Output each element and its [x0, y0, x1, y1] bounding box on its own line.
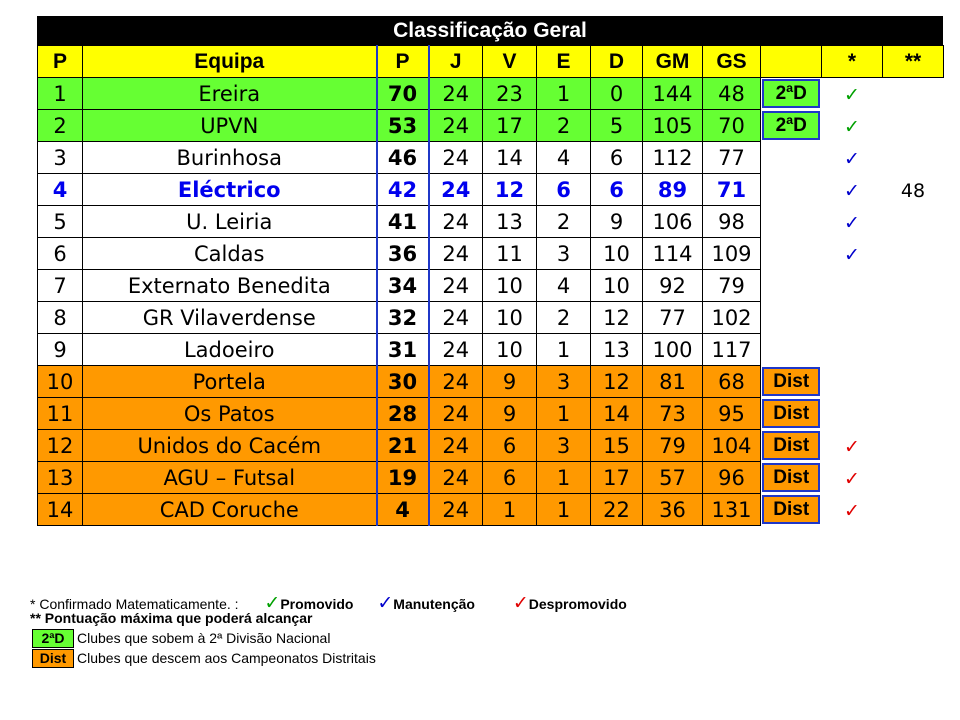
draws-cell: 1	[537, 494, 591, 526]
team-cell: CAD Coruche	[83, 494, 377, 526]
max-points-cell	[883, 462, 944, 494]
confirmed-cell	[822, 462, 883, 494]
max-points-cell	[883, 430, 944, 462]
max-points-cell	[883, 142, 944, 174]
points-cell: 19	[377, 462, 429, 494]
pos-cell: 2	[38, 110, 83, 142]
header-confirmed: *	[822, 46, 883, 78]
pos-cell: 10	[38, 366, 83, 398]
goals-for-cell: 77	[643, 302, 703, 334]
points-cell: 30	[377, 366, 429, 398]
header-goals-for: GM	[643, 46, 703, 78]
team-cell: AGU – Futsal	[83, 462, 377, 494]
check-red-icon: ✓	[512, 592, 529, 614]
losses-cell: 17	[591, 462, 643, 494]
goals-against-cell: 79	[703, 270, 761, 302]
table-row	[38, 78, 944, 110]
losses-cell: 22	[591, 494, 643, 526]
pos-cell: 6	[38, 238, 83, 270]
wins-cell: 11	[483, 238, 537, 270]
draws-cell: 1	[537, 78, 591, 110]
team-cell: UPVN	[83, 110, 377, 142]
draws-cell: 2	[537, 206, 591, 238]
draws-cell: 1	[537, 398, 591, 430]
goals-against-cell: 95	[703, 398, 761, 430]
header-points: P	[377, 46, 429, 78]
goals-for-cell: 100	[643, 334, 703, 366]
played-cell: 24	[429, 334, 483, 366]
goals-for-cell: 89	[643, 174, 703, 206]
check-icon: ✓	[844, 179, 860, 202]
team-cell: Ladoeiro	[83, 334, 377, 366]
goals-against-cell: 104	[703, 430, 761, 462]
points-cell: 70	[377, 78, 429, 110]
goals-against-cell: 131	[703, 494, 761, 526]
losses-cell: 10	[591, 238, 643, 270]
zone-tag-cell	[761, 142, 822, 174]
table-row	[38, 494, 944, 526]
goals-for-cell: 79	[643, 430, 703, 462]
points-cell: 36	[377, 238, 429, 270]
pos-cell: 3	[38, 142, 83, 174]
played-cell: 24	[429, 78, 483, 110]
header-team: Equipa	[83, 46, 377, 78]
goals-against-cell: 68	[703, 366, 761, 398]
legend-relegated: Despromovido	[528, 596, 627, 612]
played-cell: 24	[429, 206, 483, 238]
goals-against-cell: 77	[703, 142, 761, 174]
team-cell: U. Leiria	[83, 206, 377, 238]
legend-2d-text: Clubes que sobem à 2ª Divisão Nacional	[77, 630, 331, 646]
zone-tag-cell	[761, 238, 822, 270]
team-cell: GR Vilaverdense	[83, 302, 377, 334]
check-icon: ✓	[844, 83, 860, 106]
draws-cell: 4	[537, 270, 591, 302]
max-points-cell	[883, 302, 944, 334]
played-cell: 24	[429, 110, 483, 142]
table-row	[38, 302, 944, 334]
goals-against-cell: 48	[703, 78, 761, 110]
zone-tag-cell	[761, 206, 822, 238]
max-points-cell	[883, 174, 944, 206]
header-zone	[761, 46, 822, 78]
wins-cell: 12	[483, 174, 537, 206]
confirmed-cell	[822, 270, 883, 302]
wins-cell: 1	[483, 494, 537, 526]
team-cell: Burinhosa	[83, 142, 377, 174]
zone-badge: Dist	[762, 399, 820, 428]
zone-badge: 2ªD	[762, 111, 820, 140]
confirmed-cell	[822, 366, 883, 398]
goals-against-cell: 70	[703, 110, 761, 142]
check-icon: ✓	[844, 499, 860, 522]
goals-against-cell: 109	[703, 238, 761, 270]
zone-tag-cell	[761, 430, 822, 462]
confirmed-cell	[822, 302, 883, 334]
confirmed-cell	[822, 142, 883, 174]
wins-cell: 10	[483, 270, 537, 302]
team-cell: Os Patos	[83, 398, 377, 430]
played-cell: 24	[429, 462, 483, 494]
legend-promoted: Promovido	[280, 596, 354, 612]
check-icon: ✓	[844, 243, 860, 266]
check-icon: ✓	[844, 467, 860, 490]
table-row	[38, 430, 944, 462]
max-points-cell	[883, 78, 944, 110]
table-row	[38, 398, 944, 430]
goals-for-cell: 73	[643, 398, 703, 430]
draws-cell: 3	[537, 430, 591, 462]
legend-dist-box: Dist	[32, 649, 74, 668]
goals-for-cell: 105	[643, 110, 703, 142]
team-cell: Ereira	[83, 78, 377, 110]
header-pos: P	[38, 46, 83, 78]
zone-badge: Dist	[762, 495, 820, 524]
wins-cell: 6	[483, 430, 537, 462]
standings-table	[37, 45, 944, 526]
header-row	[38, 46, 944, 78]
wins-cell: 17	[483, 110, 537, 142]
zone-tag-cell	[761, 302, 822, 334]
confirmed-cell	[822, 206, 883, 238]
wins-cell: 10	[483, 334, 537, 366]
losses-cell: 0	[591, 78, 643, 110]
zone-badge: Dist	[762, 367, 820, 396]
draws-cell: 4	[537, 142, 591, 174]
max-points-cell	[883, 270, 944, 302]
goals-for-cell: 112	[643, 142, 703, 174]
goals-for-cell: 92	[643, 270, 703, 302]
table-row	[38, 110, 944, 142]
wins-cell: 23	[483, 78, 537, 110]
table-row	[38, 142, 944, 174]
wins-cell: 9	[483, 366, 537, 398]
played-cell: 24	[429, 494, 483, 526]
team-cell: Externato Benedita	[83, 270, 377, 302]
legend-2d-box: 2ªD	[32, 629, 74, 648]
confirmed-cell	[822, 334, 883, 366]
goals-for-cell: 57	[643, 462, 703, 494]
zone-tag-cell	[761, 334, 822, 366]
team-cell: Caldas	[83, 238, 377, 270]
confirmed-cell	[822, 494, 883, 526]
header-wins: V	[483, 46, 537, 78]
team-cell: Eléctrico	[83, 174, 377, 206]
draws-cell: 6	[537, 174, 591, 206]
goals-for-cell: 36	[643, 494, 703, 526]
max-points-cell	[883, 366, 944, 398]
losses-cell: 12	[591, 366, 643, 398]
goals-for-cell: 144	[643, 78, 703, 110]
zone-tag-cell	[761, 270, 822, 302]
confirmed-cell	[822, 174, 883, 206]
points-cell: 53	[377, 110, 429, 142]
max-points-cell	[883, 398, 944, 430]
header-goals-against: GS	[703, 46, 761, 78]
played-cell: 24	[429, 398, 483, 430]
draws-cell: 3	[537, 238, 591, 270]
points-cell: 41	[377, 206, 429, 238]
zone-badge: 2ªD	[762, 79, 820, 108]
points-cell: 31	[377, 334, 429, 366]
losses-cell: 13	[591, 334, 643, 366]
zone-tag-cell	[761, 462, 822, 494]
points-cell: 32	[377, 302, 429, 334]
points-cell: 21	[377, 430, 429, 462]
confirmed-cell	[822, 78, 883, 110]
check-green-icon: ✓	[264, 592, 281, 614]
pos-cell: 14	[38, 494, 83, 526]
draws-cell: 2	[537, 110, 591, 142]
pos-cell: 12	[38, 430, 83, 462]
pos-cell: 13	[38, 462, 83, 494]
losses-cell: 15	[591, 430, 643, 462]
table-row	[38, 206, 944, 238]
table-row	[38, 238, 944, 270]
pos-cell: 9	[38, 334, 83, 366]
draws-cell: 1	[537, 462, 591, 494]
check-icon: ✓	[844, 147, 860, 170]
goals-for-cell: 81	[643, 366, 703, 398]
draws-cell: 3	[537, 366, 591, 398]
wins-cell: 10	[483, 302, 537, 334]
team-cell: Unidos do Cacém	[83, 430, 377, 462]
confirmed-cell	[822, 430, 883, 462]
points-cell: 42	[377, 174, 429, 206]
pos-cell: 5	[38, 206, 83, 238]
played-cell: 24	[429, 174, 483, 206]
losses-cell: 9	[591, 206, 643, 238]
table-row	[38, 174, 944, 206]
pos-cell: 4	[38, 174, 83, 206]
points-cell: 4	[377, 494, 429, 526]
max-points-cell	[883, 110, 944, 142]
max-points-cell	[883, 238, 944, 270]
table-row	[38, 366, 944, 398]
check-icon: ✓	[844, 115, 860, 138]
check-icon: ✓	[844, 211, 860, 234]
zone-tag-cell	[761, 398, 822, 430]
header-draws: E	[537, 46, 591, 78]
played-cell: 24	[429, 270, 483, 302]
played-cell: 24	[429, 142, 483, 174]
goals-against-cell: 98	[703, 206, 761, 238]
legend-maintained: Manutenção	[393, 596, 475, 612]
check-icon: ✓	[844, 435, 860, 458]
losses-cell: 6	[591, 174, 643, 206]
zone-tag-cell	[761, 366, 822, 398]
pos-cell: 1	[38, 78, 83, 110]
pos-cell: 11	[38, 398, 83, 430]
check-blue-icon: ✓	[377, 592, 394, 614]
points-cell: 46	[377, 142, 429, 174]
confirmed-cell	[822, 238, 883, 270]
zone-tag-cell	[761, 174, 822, 206]
goals-for-cell: 106	[643, 206, 703, 238]
legend-dist-line	[32, 649, 376, 668]
goals-against-cell: 71	[703, 174, 761, 206]
legend-2d-line	[32, 629, 330, 648]
header-played: J	[429, 46, 483, 78]
draws-cell: 1	[537, 334, 591, 366]
losses-cell: 12	[591, 302, 643, 334]
header-max-points: **	[883, 46, 944, 78]
wins-cell: 6	[483, 462, 537, 494]
zone-badge: Dist	[762, 431, 820, 460]
max-points-cell	[883, 334, 944, 366]
played-cell: 24	[429, 430, 483, 462]
draws-cell: 2	[537, 302, 591, 334]
legend-confirmed-label: * Confirmado Matematicamente. :	[30, 596, 239, 612]
table-title: Classificação Geral	[37, 16, 943, 45]
confirmed-cell	[822, 110, 883, 142]
zone-tag-cell	[761, 78, 822, 110]
team-cell: Portela	[83, 366, 377, 398]
played-cell: 24	[429, 302, 483, 334]
pos-cell: 7	[38, 270, 83, 302]
legend-max-points: ** Pontuação máxima que poderá alcançar	[30, 610, 313, 626]
zone-tag-cell	[761, 494, 822, 526]
losses-cell: 10	[591, 270, 643, 302]
wins-cell: 13	[483, 206, 537, 238]
played-cell: 24	[429, 366, 483, 398]
losses-cell: 14	[591, 398, 643, 430]
confirmed-cell	[822, 398, 883, 430]
losses-cell: 5	[591, 110, 643, 142]
points-cell: 34	[377, 270, 429, 302]
max-points-cell	[883, 494, 944, 526]
pos-cell: 8	[38, 302, 83, 334]
wins-cell: 14	[483, 142, 537, 174]
goals-against-cell: 117	[703, 334, 761, 366]
zone-badge: Dist	[762, 463, 820, 492]
zone-tag-cell	[761, 110, 822, 142]
table-row	[38, 462, 944, 494]
losses-cell: 6	[591, 142, 643, 174]
goals-against-cell: 96	[703, 462, 761, 494]
goals-against-cell: 102	[703, 302, 761, 334]
wins-cell: 9	[483, 398, 537, 430]
legend-dist-text: Clubes que descem aos Campeonatos Distritais	[77, 650, 376, 666]
table-row	[38, 334, 944, 366]
played-cell: 24	[429, 238, 483, 270]
header-losses: D	[591, 46, 643, 78]
points-cell: 28	[377, 398, 429, 430]
table-row	[38, 270, 944, 302]
goals-for-cell: 114	[643, 238, 703, 270]
max-points-cell	[883, 206, 944, 238]
max-points-value: 48	[900, 179, 926, 202]
